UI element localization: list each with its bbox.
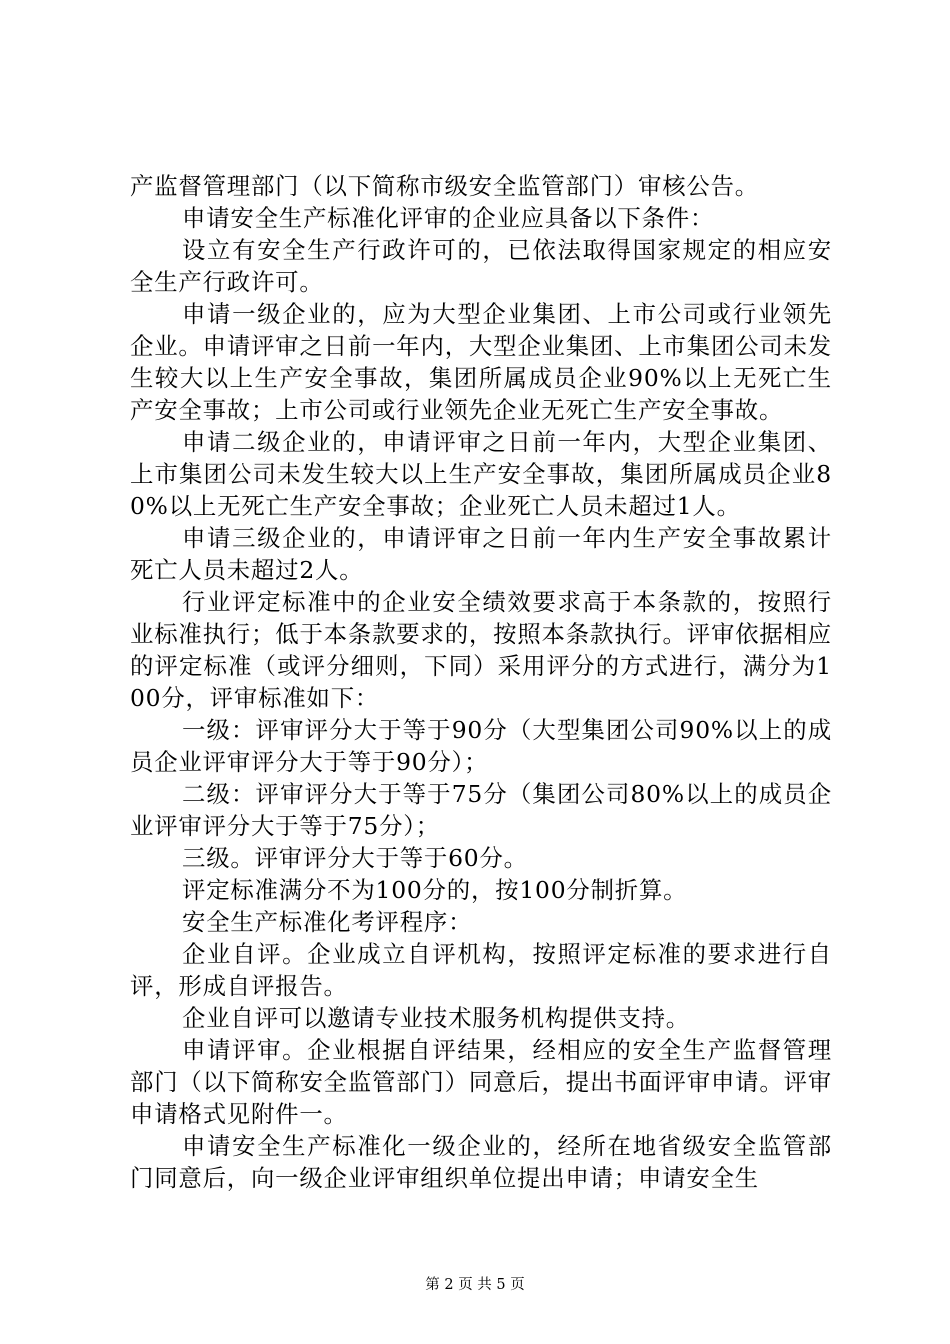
document-body: [130, 170, 832, 1194]
paragraph: 申请二级企业的，申请评审之日前一年内，大型企业集团、上市集团公司未发生较大以上生产安全事故，集团所属成员企业80%以上无死亡生产安全事故；企业死亡人员未超过1人。: [130, 428, 832, 520]
paragraph: 一级：评审评分大于等于90分（大型集团公司90%以上的成员企业评审评分大于等于90分）；: [130, 716, 832, 776]
paragraph: 企业自评可以邀请专业技术服务机构提供支持。: [182, 1004, 691, 1032]
paragraph: 二级：评审评分大于等于75分（集团公司80%以上的成员企业评审评分大于等于75分）；: [130, 780, 832, 840]
paragraph: 申请安全生产标准化评审的企业应具备以下条件：: [182, 204, 715, 232]
paragraph: 申请一级企业的，应为大型企业集团、上市公司或行业领先企业。申请评审之日前一年内，大型企业集团、上市集团公司未发生较大以上生产安全事故，集团所属成员企业90%以上无死亡生产安全事故；上市公司或行业领先企业无死亡生产安全事故。: [130, 300, 832, 424]
paragraph: 评定标准满分不为100分的，按100分制折算。: [182, 876, 688, 904]
paragraph: 申请三级企业的，申请评审之日前一年内生产安全事故累计死亡人员未超过2人。: [130, 524, 832, 584]
page-footer: 第 2 页 共 5 页: [425, 1277, 525, 1293]
paragraph: 行业评定标准中的企业安全绩效要求高于本条款的，按照行业标准执行；低于本条款要求的，按照本条款执行。评审依据相应的评定标准（或评分细则，下同）采用评分的方式进行，满分为100分，评审标准如下：: [130, 588, 832, 712]
paragraph: 设立有安全生产行政许可的，已依法取得国家规定的相应安全生产行政许可。: [130, 236, 832, 296]
paragraph: 产监督管理部门（以下简称市级安全监管部门）审核公告。: [130, 172, 759, 200]
paragraph: 申请安全生产标准化一级企业的，经所在地省级安全监管部门同意后，向一级企业评审组织单位提出申请；申请安全生: [130, 1132, 832, 1192]
paragraph: 申请评审。企业根据自评结果，经相应的安全生产监督管理部门（以下简称安全监管部门）同意后，提出书面评审申请。评审申请格式见附件一。: [130, 1036, 832, 1128]
paragraph: 企业自评。企业成立自评机构，按照评定标准的要求进行自评，形成自评报告。: [130, 940, 832, 1000]
paragraph: 三级。评审评分大于等于60分。: [182, 844, 528, 872]
paragraph: 安全生产标准化考评程序：: [182, 908, 473, 936]
